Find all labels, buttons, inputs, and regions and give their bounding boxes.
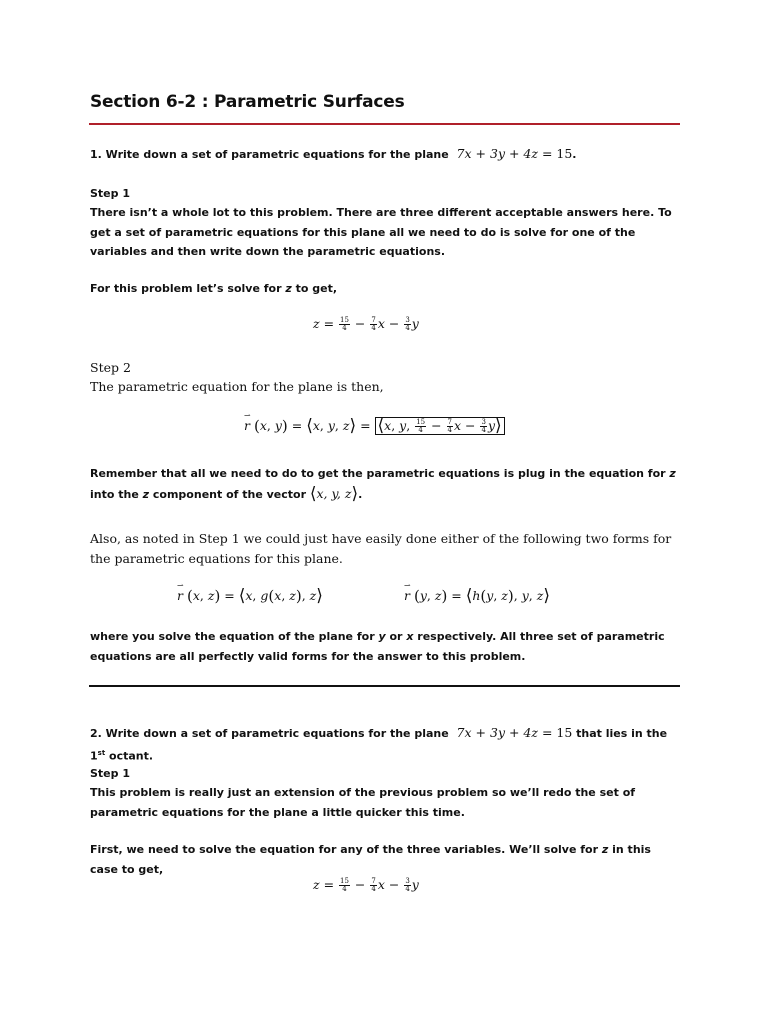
where-variable-2: x [406,630,414,643]
section-title: Section 6-2 : Parametric Surfaces [90,92,405,112]
problem-2-z-equation: z = $\frac{15}{4}$ − $\frac{7}{4}$ x − $\frac{3}{4}$ y [313,877,419,893]
problem-1-where-text [90,627,680,666]
solve-variable: z [285,282,292,295]
remember-variable-2: z [142,487,150,501]
boxed-answer: ⟨x, y, $\frac{15}{4}$ − $\frac{7}{4}$ x − $\frac{3}{4}$ y⟩ [375,417,505,435]
vector-xyz: ⟨x, y, z⟩ [309,483,359,504]
problem-1-also-text: Also, as noted in Step 1 we could just have easily done either of the following two forms for the parametric equations for this plane. [90,531,672,566]
solve-text-start: For this problem let’s solve for [90,282,282,295]
problem-2-prompt-text: 2. Write down a set of parametric equations for the plane [90,727,449,740]
problem-1-vector-equation: ⇀ r (x, y) = ⟨x, y, z⟩ = ⟨x, y, $\frac{15}{4}$ − $\frac{7}{4}$ x − $\frac{3}{4}$ y⟩ [244,416,505,436]
problem-1-step-2-text: The parametric equation for the plane is then, [90,379,384,394]
ordinal-suffix: st [97,748,106,757]
problem-1-form-yz: ⇀ r (y, z) = ⟨h(y, z), y, z⟩ [404,581,550,606]
prompt-tail-end: octant. [109,749,154,763]
section-title-rule [89,123,680,125]
problem-2-step-1-text: This problem is really just an extension of the previous problem so we’ll redo the set of parametric equations for the plane a little quicker this time. [90,786,636,819]
remember-variable-1: z [669,467,676,480]
remember-text-middle: into the [90,487,139,501]
first-variable: z [601,843,609,856]
problem-2-equation: 7x + 3y + 4z = 15 [452,725,573,740]
problem-1-prompt: 1. Write down a set of parametric equations for the plane 7x + 3y + 4z = 15. [90,146,577,161]
where-text-end: respectively. All three set of parametric equations are all perfectly valid forms for the answer to this problem. [90,630,665,663]
problem-2-first-text [90,840,680,879]
remember-text-end: component of the vector [152,487,307,501]
problem-1-form-xz: ⇀ r (x, z) = ⟨x, g(x, z), z⟩ [177,581,323,606]
problem-1-step-1-label: Step 1 [90,187,130,200]
problem-1-solve-text [90,279,680,299]
where-text-middle: or [389,630,403,643]
problem-1-z-equation: z = $\frac{15}{4}$ − $\frac{7}{4}$ x − $\frac{3}{4}$ y [313,316,419,332]
prompt-tail-start: that lies in the 1 [90,727,668,763]
problem-1-prompt-text: 1. Write down a set of parametric equations for the plane [90,148,449,161]
where-text-start: where you solve the equation of the plane for [90,630,375,643]
solve-text-end: to get, [295,282,338,295]
problem-1-step-2-label: Step 2 [90,360,131,375]
first-text-end: in this case to get, [90,843,651,876]
problem-1-step-1-text: There isn’t a whole lot to this problem. There are three different acceptable answers here. To get a set of parametric equations for this plane all we need to do is solve for one of the variables and then write down the parametric equations. [90,206,672,258]
problem-divider [89,685,680,687]
remember-text-start: Remember that all we need to do to get the parametric equations is plug in the equation for [90,467,666,480]
where-variable-1: y [378,630,386,643]
problem-1-remember-text: Remember that all we need to do to get the parametric equations is plug in the equation for z into the z component of the vector ⟨x, y, z⟩. [90,467,676,504]
problem-1-equation: 7x + 3y + 4z = 15 [452,146,573,161]
problem-2-step-1-label: Step 1 [90,767,130,780]
problem-2-prompt [90,723,680,766]
first-text-start: First, we need to solve the equation for any of the three variables. We’ll solve for [90,843,599,856]
